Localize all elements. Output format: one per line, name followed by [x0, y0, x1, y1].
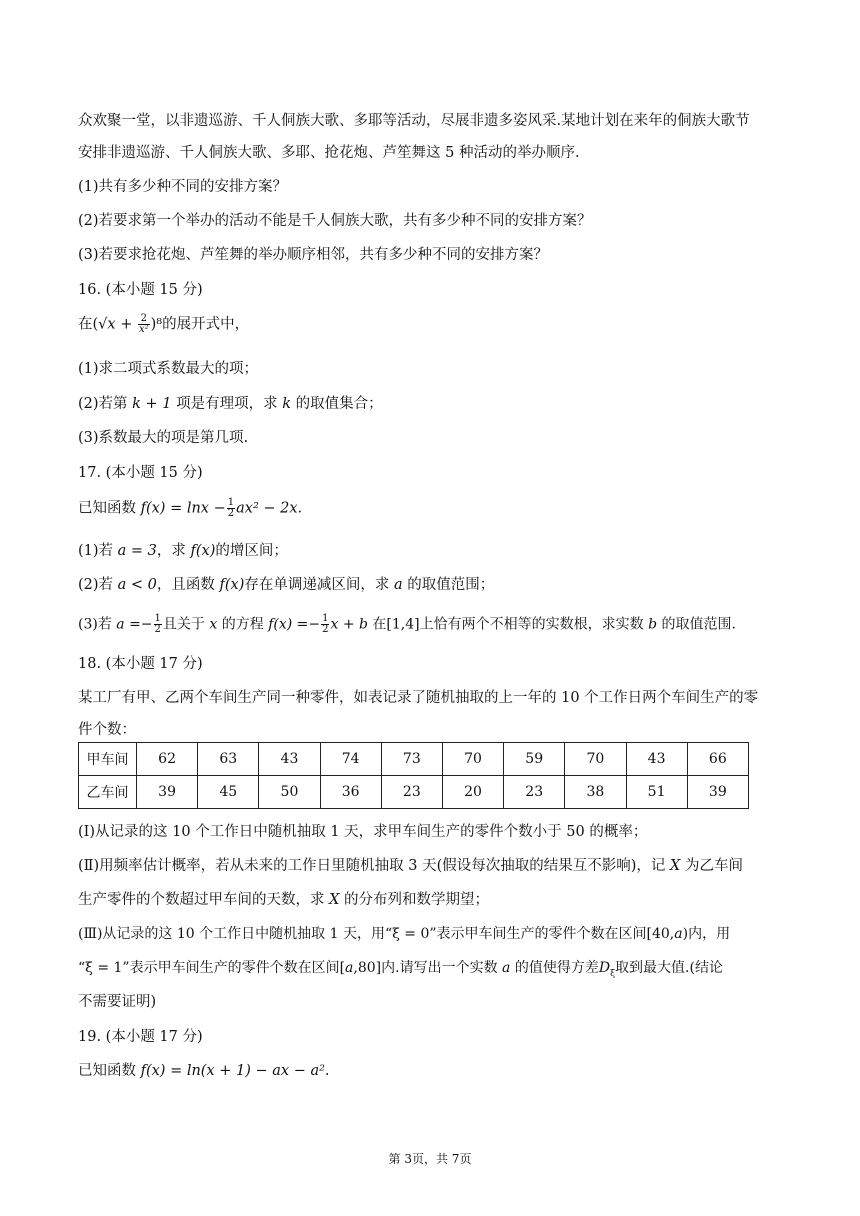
table-cell: 39 — [137, 776, 198, 809]
table-cell: 20 — [442, 776, 503, 809]
row-label-jia: 甲车间 — [79, 743, 137, 776]
q18-part-3-line-1: (Ⅲ)从记录的这 10 个工作日中随机抽取 1 天，用“ξ = 0”表示甲车间生产的零件个数在区间[40,a)内，用 — [78, 926, 731, 942]
table-cell: 43 — [626, 743, 687, 776]
table-cell: 23 — [504, 776, 565, 809]
table-cell: 74 — [320, 743, 381, 776]
q16-stem: 在(√x + $\frac{2}{\text{x²}}$ )⁸的展开式中， — [78, 313, 250, 335]
q16-part-1: (1)求二项式系数最大的项； — [78, 361, 259, 377]
q17-header: 17. (本小题 15 分) — [78, 465, 203, 481]
table-cell: 45 — [198, 776, 259, 809]
q17-fraction: $\frac{1}{2}$ — [227, 497, 235, 519]
page-footer: 第 3页，共 7页 — [388, 1152, 472, 1166]
table-cell: 50 — [259, 776, 320, 809]
table-cell: 73 — [381, 743, 442, 776]
table-cell: 62 — [137, 743, 198, 776]
table-cell: 66 — [687, 743, 748, 776]
table-cell: 38 — [565, 776, 626, 809]
table-row-jia — [79, 743, 749, 776]
table-row-yi — [79, 776, 749, 809]
q18-header: 18. (本小题 17 分) — [78, 656, 203, 672]
q17-part-2: (2)若 a < 0，且函数 f(x)存在单调递减区间，求 a 的取值范围； — [78, 577, 495, 593]
table-cell: 39 — [687, 776, 748, 809]
table-cell: 36 — [320, 776, 381, 809]
q18-part-2-line-2: 生产零件的个数超过甲车间的天数，求 X 的分布列和数学期望； — [78, 892, 490, 908]
q17-stem: 已知函数 f(x) = lnx − $\frac{1}{2}$ ax² − 2x. — [78, 497, 303, 519]
workshop-table — [78, 742, 749, 809]
q18-part-3-line-3: 不需要证明) — [78, 994, 157, 1010]
q15-part-3: (3)若要求抢花炮、芦笙舞的举办顺序相邻，共有多少种不同的安排方案？ — [78, 247, 549, 263]
q18-part-2-line-1: (Ⅱ)用频率估计概率，若从未来的工作日里随机抽取 3 天(假设每次抽取的结果互不影响)，记 X 为乙车间 — [78, 858, 743, 874]
row-label-yi: 乙车间 — [79, 776, 137, 809]
q18-part-1: (Ⅰ)从记录的这 10 个工作日中随机抽取 1 天，求甲车间生产的零件个数小于 50 的概率； — [78, 824, 648, 840]
q17-part-3: (3)若 a =− $\frac{1}{2}$ 且关于 x 的方程 f(x) =− $\frac{1}{2}$ x + b 在[1,4]上恰有两个不相等的实数根，求实数 b 的取值范围. — [78, 613, 736, 635]
q15-part-1: (1)共有多少种不同的安排方案？ — [78, 179, 288, 195]
q17-p3-fraction-2: $\frac{1}{2}$ — [322, 613, 329, 635]
table-cell: 70 — [565, 743, 626, 776]
table-cell: 59 — [504, 743, 565, 776]
intro-line-2: 安排非遗巡游、千人侗族大歌、多耶、抢花炮、芦笙舞这 5 种活动的举办顺序. — [78, 145, 580, 161]
q19-stem: 已知函数 f(x) = ln(x + 1) − ax − a². — [78, 1063, 330, 1079]
q18-stem-1: 某工厂有甲、乙两个车间生产同一种零件，如表记录了随机抽取的上一年的 10 个工作日两个车间生产的零 — [78, 690, 759, 706]
q16-header: 16. (本小题 15 分) — [78, 282, 203, 298]
q17-part-1: (1)若 a = 3，求 f(x)的增区间； — [78, 543, 288, 559]
table-cell: 70 — [442, 743, 503, 776]
intro-line-1: 众欢聚一堂，以非遗巡游、千人侗族大歌、多耶等活动，尽展非遗多姿风采.某地计划在来年的侗族大歌节 — [78, 113, 750, 129]
q15-part-2: (2)若要求第一个举办的活动不能是千人侗族大歌，共有多少种不同的安排方案？ — [78, 213, 592, 229]
table-cell: 43 — [259, 743, 320, 776]
table-cell: 63 — [198, 743, 259, 776]
q19-header: 19. (本小题 17 分) — [78, 1029, 203, 1045]
table-cell: 51 — [626, 776, 687, 809]
table-cell: 23 — [381, 776, 442, 809]
q16-part-3: (3)系数最大的项是第几项. — [78, 430, 249, 446]
q16-fraction: $\frac{2}{\text{x²}}$ — [138, 313, 149, 335]
q18-stem-2: 件个数： — [78, 722, 136, 738]
q18-part-3-line-2: “ξ = 1”表示甲车间生产的零件个数在区间[a,80]内.请写出一个实数 a 的值使得方差$D_\xi$取到最大值.(结论 — [78, 960, 723, 979]
q17-p3-fraction-1: $\frac{1}{2}$ — [154, 613, 161, 635]
q16-part-2: (2)若第 k + 1 项是有理项，求 k 的取值集合； — [78, 396, 383, 412]
